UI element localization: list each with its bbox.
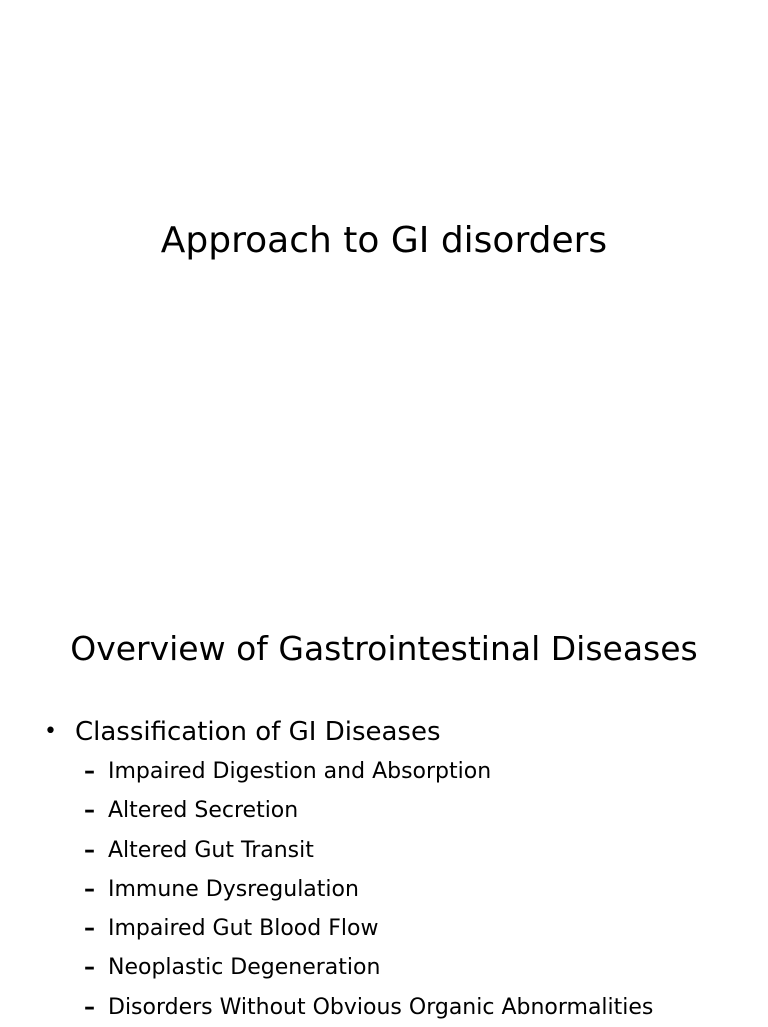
bullet-text: Classification of GI Diseases [75, 717, 441, 747]
sub-bullet-text: Disorders Without Obvious Organic Abnormalities [108, 994, 654, 1020]
sub-bullet-item [44, 988, 768, 1027]
sub-bullet-item [44, 791, 768, 830]
slide-title: Overview of Gastrointestinal Diseases [70, 629, 698, 668]
sub-bullet-item [44, 948, 768, 987]
dash-marker: – [84, 955, 95, 981]
dash-marker: – [84, 759, 95, 784]
sub-bullet-item [44, 870, 768, 909]
dash-marker: – [84, 994, 95, 1020]
bullet-list [44, 712, 768, 1027]
sub-bullet-text: Impaired Digestion and Absorption [108, 759, 492, 784]
dash-marker: – [84, 837, 95, 863]
sub-bullet-list [44, 752, 768, 1027]
sub-bullet-text: Immune Dysregulation [108, 876, 359, 902]
sub-bullet-text: Impaired Gut Blood Flow [108, 916, 379, 942]
sub-bullet-text: Altered Secretion [108, 798, 299, 824]
bullet-item [44, 712, 768, 752]
sub-bullet-item [44, 752, 768, 791]
slide-title: Approach to GI disorders [160, 220, 608, 261]
dash-marker: – [84, 798, 95, 824]
sub-bullet-item [44, 831, 768, 870]
sub-bullet-text: Altered Gut Transit [108, 837, 314, 863]
dash-marker: – [84, 916, 95, 942]
dash-marker: – [84, 876, 95, 902]
overview-slide [0, 576, 768, 1024]
sub-bullet-text: Neoplastic Degeneration [108, 955, 381, 981]
bullet-marker: • [44, 719, 57, 744]
sub-bullet-item [44, 909, 768, 948]
